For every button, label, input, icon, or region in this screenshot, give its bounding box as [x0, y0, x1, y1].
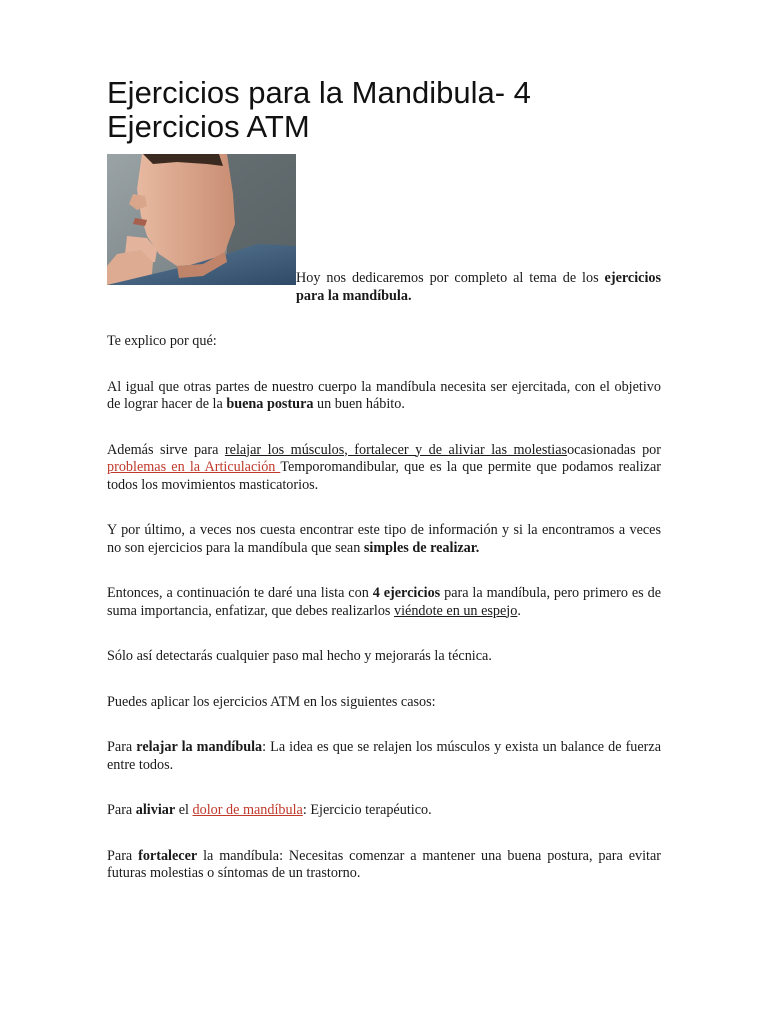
- paragraph-7: Sólo así detectarás cualquier paso mal hecho y mejorarás la técnica.: [107, 648, 492, 664]
- paragraph-3: Al igual que otras partes de nuestro cuerpo la mandíbula necesita ser ejercitada, con el objetivo de lograr hacer de la buena postura un buen hábito.: [107, 378, 661, 412]
- paragraph-6: Entonces, a continuación te daré una lista con 4 ejercicios para la mandíbula, pero primero es de suma importancia, enfatizar, que debes realizarlos viéndote en un espejo.: [107, 585, 662, 619]
- underlined-phrase: relajar los músculos, fortalecer y de aliviar las molestias: [224, 441, 568, 458]
- paragraph-5: Y por último, a veces nos cuesta encontrar este tipo de información y si la encontramos a veces no son ejercicios para la mandíbula que sean simples de realizar.: [107, 522, 661, 556]
- articulacion-link[interactable]: problemas en la Articulación: [107, 459, 281, 475]
- espejo-phrase: viéndote en un espejo: [394, 602, 518, 619]
- article-body: [107, 270, 661, 911]
- paragraph-2: Te explico por qué:: [107, 333, 217, 349]
- man-touching-jaw-photo: [107, 154, 296, 285]
- paragraph-8: Puedes aplicar los ejercicios ATM en los siguientes casos:: [107, 693, 436, 710]
- paragraph-11: Para fortalecer la mandíbula: Necesitas comenzar a mantener una buena postura, para evitar futuras molestias o síntomas de un trastorno.: [107, 847, 661, 881]
- page-title: Ejercicios para la Mandibula- 4 Ejercicios ATM: [107, 75, 531, 144]
- paragraph-10: Para aliviar el dolor de mandíbula: Ejercicio terapéutico.: [107, 802, 432, 818]
- paragraph-9: Para relajar la mandíbula: La idea es que se relajen los músculos y exista un balance de fuerza entre todos.: [107, 739, 662, 773]
- dolor-mandibula-link[interactable]: dolor de mandíbula: [192, 802, 303, 818]
- paragraph-4: Además sirve para relajar los músculos, fortalecer y de aliviar las molestiasocasionadas por problemas en la Articulación Temporomandibular, que es la que permite que podamos realizar todos los movimientos masticatorios.: [107, 441, 661, 493]
- paragraph-intro: Hoy nos dedicaremos por completo al tema de los ejercicios para la mandíbula.: [296, 270, 661, 304]
